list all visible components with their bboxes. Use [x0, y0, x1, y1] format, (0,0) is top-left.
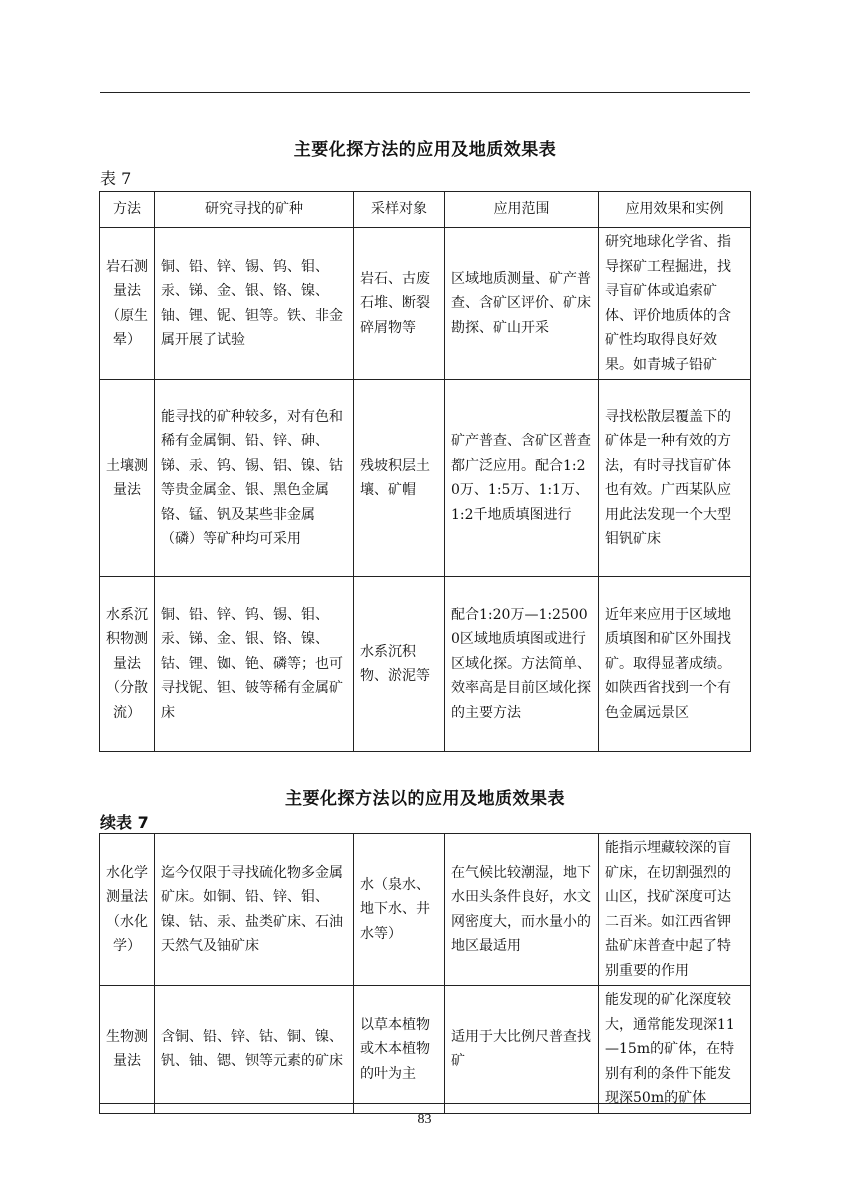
effect-cell: 能指示埋藏较深的盲矿床，在切割强烈的山区，找矿深度可达二百米。如江西省钾盐矿床普查中起了特别重要的作用	[599, 834, 751, 986]
sample-cell: 水系沉积物、淤泥等	[354, 577, 445, 752]
minerals-cell: 铜、铅、锌、锡、钨、钼、汞、锑、金、银、铬、镍、铀、锂、铌、钽等。铁、非金属开展了试验	[155, 228, 354, 380]
method-cell: 土壤测量法	[100, 380, 155, 577]
header-cell: 应用范围	[445, 192, 599, 228]
header-cell: 研究寻找的矿种	[155, 192, 354, 228]
table2-label: 续表 7	[100, 813, 149, 832]
scope-cell: 矿产普查、含矿区普查都广泛应用。配合1:20万、1:5万、1:1万、1:2千地质填图进行	[445, 380, 599, 577]
minerals-cell: 含铜、铅、锌、钴、铜、镍、钒、铀、锶、钡等元素的矿床	[155, 986, 354, 1114]
minerals-cell: 能寻找的矿种较多，对有色和稀有金属铜、铅、锌、砷、锑、汞、钨、锡、铝、镍、钴等贵金属金、银、黑色金属铬、锰、钒及某些非金属（磷）等矿种均可采用	[155, 380, 354, 577]
scope-cell: 在气候比较潮湿，地下水田头条件良好，水文网密度大，而水量小的地区最适用	[445, 834, 599, 986]
header-cell: 应用效果和实例	[599, 192, 751, 228]
minerals-cell: 迄今仅限于寻找硫化物多金属矿床。如铜、铅、锌、钼、镍、钴、汞、盐类矿床、石油天然气及铀矿床	[155, 834, 354, 986]
effect-cell: 研究地球化学省、指导探矿工程掘进，找寻盲矿体或追索矿体、评价地质体的含矿性均取得良好效果。如青城子铅矿	[599, 228, 751, 380]
footer-rule	[100, 1103, 750, 1104]
sample-cell: 以草本植物或木本植物的叶为主	[354, 986, 445, 1114]
page-number: 83	[417, 1112, 432, 1127]
header-cell: 采样对象	[354, 192, 445, 228]
effect-cell: 近年来应用于区域地质填图和矿区外围找矿。取得显著成绩。如陕西省找到一个有色金属远景区	[599, 577, 751, 752]
table-row	[100, 834, 751, 986]
method-cell: 水系沉积物测量法（分散流）	[100, 577, 155, 752]
method-cell: 岩石测量法（原生晕）	[100, 228, 155, 380]
table2-title: 主要化探方法以的应用及地质效果表	[285, 789, 565, 809]
table-row	[100, 380, 751, 577]
header-rule	[100, 92, 750, 93]
table-row	[100, 577, 751, 752]
effect-cell: 能发现的矿化深度较大，通常能发现深11—15m的矿体，在特别有利的条件下能发现深50m的矿体	[599, 986, 751, 1114]
sample-cell: 岩石、古废石堆、断裂碎屑物等	[354, 228, 445, 380]
table1-header-row	[100, 192, 751, 228]
table1	[99, 191, 751, 752]
header-cell: 方法	[100, 192, 155, 228]
minerals-cell: 铜、铅、锌、钨、锡、钼、汞、锑、金、银、铬、镍、钴、锂、铷、铯、磷等；也可寻找铌、钽、铍等稀有金属矿床	[155, 577, 354, 752]
method-cell: 水化学测量法（水化学）	[100, 834, 155, 986]
sample-cell: 残坡积层土壤、矿帽	[354, 380, 445, 577]
scope-cell: 适用于大比例尺普查找矿	[445, 986, 599, 1114]
sample-cell: 水（泉水、地下水、井水等）	[354, 834, 445, 986]
scope-cell: 区域地质测量、矿产普查、含矿区评价、矿床勘探、矿山开采	[445, 228, 599, 380]
method-cell: 生物测量法	[100, 986, 155, 1114]
table2	[99, 833, 751, 1114]
table-row	[100, 986, 751, 1114]
effect-cell: 寻找松散层覆盖下的矿体是一种有效的方法，有时寻找盲矿体也有效。广西某队应用此法发现一个大型钼钒矿床	[599, 380, 751, 577]
scope-cell: 配合1:20万—1:25000区域地质填图或进行区域化探。方法简单、效率高是目前区域化探的主要方法	[445, 577, 599, 752]
table1-label: 表 7	[100, 169, 132, 188]
table-row	[100, 228, 751, 380]
table1-title: 主要化探方法的应用及地质效果表	[293, 140, 557, 160]
